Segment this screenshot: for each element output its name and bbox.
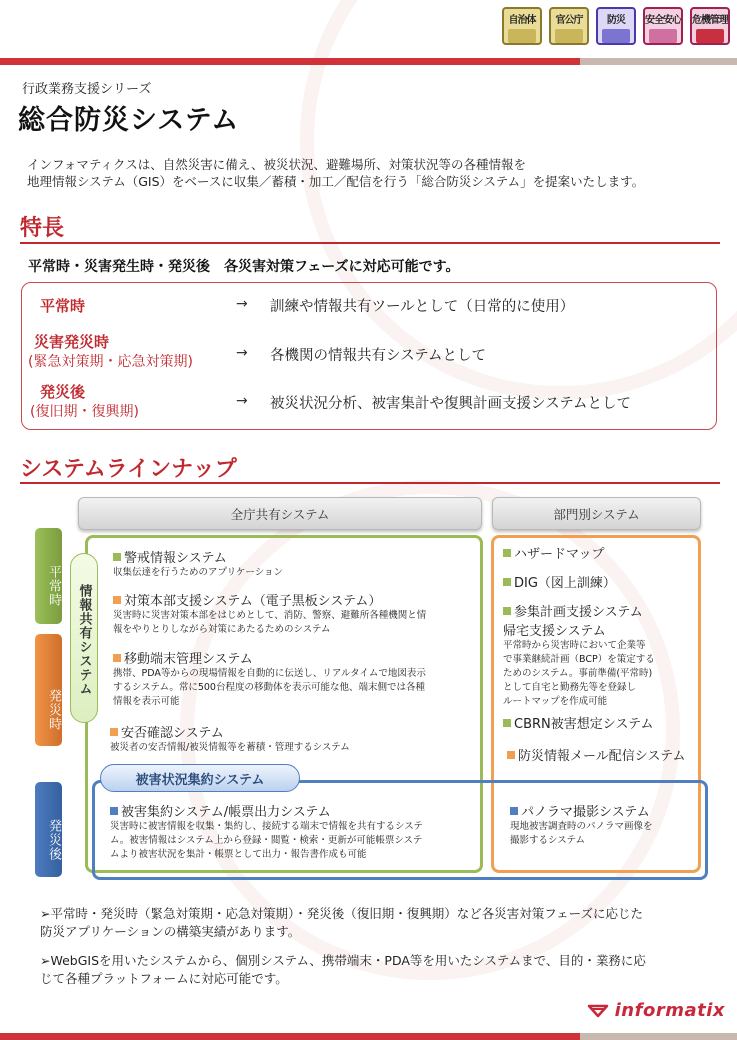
system-name: ハザードマップ bbox=[514, 547, 605, 562]
category-badge bbox=[690, 7, 730, 45]
system-item bbox=[113, 648, 426, 709]
phase-desc: 訓練や情報共有ツールとして（日常的に使用） bbox=[270, 299, 575, 315]
arrow-icon: → bbox=[236, 393, 248, 409]
note-1 bbox=[40, 905, 643, 941]
column-header-shared: 全庁共有システム bbox=[78, 497, 482, 530]
system-description: ムより被害状況を集計・帳票として出力・報告書作成も可能 bbox=[110, 849, 367, 860]
system-description: ルートマップを作成可能 bbox=[503, 696, 608, 707]
system-description: 災害時に災害対策本部をはじめとして、消防、警察、避難所各種機関と情 bbox=[113, 610, 427, 621]
bullet-square-icon bbox=[113, 596, 121, 604]
system-name: DIG（図上訓練） bbox=[514, 576, 616, 591]
note-line: 防災アプリケーションの構築実績があります。 bbox=[40, 924, 301, 939]
features-heading: 特長 bbox=[20, 216, 65, 241]
features-rule bbox=[20, 242, 720, 244]
system-name: CBRN被害想定システム bbox=[514, 717, 654, 732]
arrow-icon: → bbox=[236, 345, 248, 361]
system-item-title bbox=[110, 801, 423, 820]
system-description: として自宅と勤務先等を登録し bbox=[503, 682, 637, 693]
time-tab-after bbox=[35, 782, 62, 877]
category-badge bbox=[502, 7, 542, 45]
badge-label: 官公庁 bbox=[555, 15, 583, 26]
badge-label: 自治体 bbox=[508, 15, 536, 26]
note-line: ➢平常時・発災時（緊急対策期・応急対策期）・発災後（復旧期・復興期）など各災害対策フェーズに応じた bbox=[40, 906, 643, 921]
time-tab-label: 平常時 bbox=[46, 565, 61, 607]
info-sharing-text: 情報共有システム bbox=[76, 584, 92, 696]
system-name: 安否確認システム bbox=[121, 726, 224, 741]
lineup-rule bbox=[20, 482, 720, 484]
bullet-square-icon bbox=[110, 807, 118, 815]
note-2 bbox=[40, 952, 646, 988]
phase-sub: (緊急対策期・応急対策期) bbox=[28, 354, 193, 370]
system-item bbox=[503, 713, 653, 732]
system-item bbox=[507, 745, 685, 764]
category-badge bbox=[549, 7, 589, 45]
logo-mark-icon bbox=[587, 1004, 609, 1018]
system-name: 移動端末管理システム bbox=[124, 652, 253, 667]
bullet-square-icon bbox=[503, 549, 511, 557]
page-title: 総合防災システム bbox=[18, 105, 240, 136]
system-description: 平常時から災害時において企業等 bbox=[503, 640, 646, 651]
system-description: 携帯、PDA等からの現場情報を自動的に伝送し、リアルタイムで地図表示 bbox=[113, 668, 426, 679]
features-lead: 平常時・災害発生時・発災後 各災害対策フェーズに対応可能です。 bbox=[28, 259, 460, 275]
badge-label: 安全安心 bbox=[645, 15, 681, 26]
bullet-square-icon bbox=[510, 807, 518, 815]
logo-text: informatix bbox=[614, 1000, 725, 1021]
phase-name: 災害発災時 bbox=[34, 333, 110, 351]
system-description: 災害時に被害情報を収集・集約し、接続する端末で情報を共有するシステ bbox=[110, 821, 424, 832]
system-description: ム。被害情報はシステム上から登録・閲覧・検索・更新が可能帳票システ bbox=[110, 835, 423, 846]
arrow-icon: → bbox=[236, 296, 248, 312]
category-badges bbox=[502, 7, 730, 45]
note-line: ➢WebGISを用いたシステムから、個別システム、携帯端末・PDA等を用いたシステムまで、目的・業務に応 bbox=[40, 953, 646, 968]
system-name: 対策本部支援システム（電子黒板システム） bbox=[124, 594, 382, 609]
system-item-title bbox=[113, 590, 426, 609]
top-divider-bar bbox=[0, 58, 737, 65]
system-description: ためのシステム。事前準備(平常時) bbox=[503, 668, 653, 679]
time-tab-disaster bbox=[35, 634, 62, 746]
system-item-title bbox=[510, 801, 653, 820]
system-name-secondary: 帰宅支援システム bbox=[503, 624, 606, 639]
series-label: 行政業務支援シリーズ bbox=[22, 82, 152, 97]
note-line: じて各種プラットフォームに対応可能です。 bbox=[40, 971, 288, 986]
system-item-title bbox=[503, 601, 655, 620]
time-tab-label: 発災後 bbox=[46, 818, 61, 861]
system-item bbox=[113, 590, 426, 637]
bullet-square-icon bbox=[507, 751, 515, 759]
system-item-title bbox=[113, 547, 283, 566]
system-item-title bbox=[507, 745, 685, 764]
system-description: 報をやりとりしながら対策にあたるためのシステム bbox=[113, 624, 331, 635]
bullet-square-icon bbox=[503, 578, 511, 586]
system-item-title bbox=[110, 722, 350, 741]
system-description: 被災者の安否情報/被災情報等を蓄積・管理するシステム bbox=[110, 742, 350, 753]
system-name: 防災情報メール配信システム bbox=[518, 749, 686, 764]
badge-pictogram-icon bbox=[649, 29, 677, 43]
system-item bbox=[510, 801, 653, 848]
system-description: 情報を表示可能 bbox=[113, 696, 180, 707]
category-badge bbox=[596, 7, 636, 45]
system-item bbox=[503, 601, 655, 709]
system-item bbox=[503, 543, 604, 562]
system-description: 撮影するシステム bbox=[510, 835, 586, 846]
damage-summary-label: 被害状況集約システム bbox=[100, 764, 300, 792]
phase-name: 発災後 bbox=[40, 383, 86, 401]
system-item-title bbox=[503, 543, 604, 562]
company-logo bbox=[587, 1000, 725, 1021]
system-description: で事業継続計画（BCP）を策定する bbox=[503, 654, 655, 665]
system-name: 被害集約システム/帳票出力システム bbox=[121, 805, 331, 820]
system-item bbox=[110, 722, 350, 755]
system-name: パノラマ撮影システム bbox=[521, 805, 650, 820]
system-description: するシステム。常に500台程度の移動体を表示可能な他、端末側では各種 bbox=[113, 682, 425, 693]
bullet-square-icon bbox=[110, 728, 118, 736]
phase-desc: 被災状況分析、被害集計や復興計画支援システムとして bbox=[270, 396, 632, 412]
intro-line-1: インフォマティクスは、自然災害に備え、被災状況、避難場所、対策状況等の各種情報を bbox=[27, 157, 527, 172]
column-header-department: 部門別システム bbox=[492, 497, 701, 530]
system-name: 参集計画支援システム bbox=[514, 605, 643, 620]
intro-text bbox=[27, 156, 644, 190]
phase-desc: 各機関の情報共有システムとして bbox=[270, 348, 487, 364]
badge-pictogram-icon bbox=[555, 29, 583, 43]
system-description: 現地被害調査時のパノラマ画像を bbox=[510, 821, 653, 832]
bullet-square-icon bbox=[503, 607, 511, 615]
time-tab-label: 発災時 bbox=[46, 689, 61, 731]
phase-sub: (復旧期・復興期) bbox=[30, 404, 139, 420]
time-tab-normal bbox=[35, 528, 62, 624]
system-item bbox=[503, 572, 616, 591]
badge-pictogram-icon bbox=[508, 29, 536, 43]
system-item-title bbox=[503, 713, 653, 732]
phase-box bbox=[21, 282, 717, 430]
system-item bbox=[110, 801, 423, 862]
badge-label: 防災 bbox=[607, 15, 625, 26]
system-item bbox=[113, 547, 283, 580]
lineup-heading: システムラインナップ bbox=[20, 457, 237, 482]
intro-line-2: 地理情報システム（GIS）をベースに収集／蓄積・加工／配信を行う「総合防災システム」を提案いたします。 bbox=[27, 174, 645, 189]
category-badge bbox=[643, 7, 683, 45]
bottom-divider-bar bbox=[0, 1033, 737, 1040]
system-name: 警戒情報システム bbox=[124, 551, 227, 566]
badge-label: 危機管理 bbox=[692, 15, 728, 26]
system-item-title bbox=[503, 572, 616, 591]
system-description: 収集伝達を行うためのアプリケーション bbox=[113, 567, 284, 578]
system-item-title bbox=[113, 648, 426, 667]
phase-name: 平常時 bbox=[40, 297, 86, 315]
info-sharing-label bbox=[70, 553, 98, 723]
bullet-square-icon bbox=[113, 654, 121, 662]
badge-pictogram-icon bbox=[696, 29, 724, 43]
badge-pictogram-icon bbox=[602, 29, 630, 43]
bullet-square-icon bbox=[113, 553, 121, 561]
bullet-square-icon bbox=[503, 719, 511, 727]
